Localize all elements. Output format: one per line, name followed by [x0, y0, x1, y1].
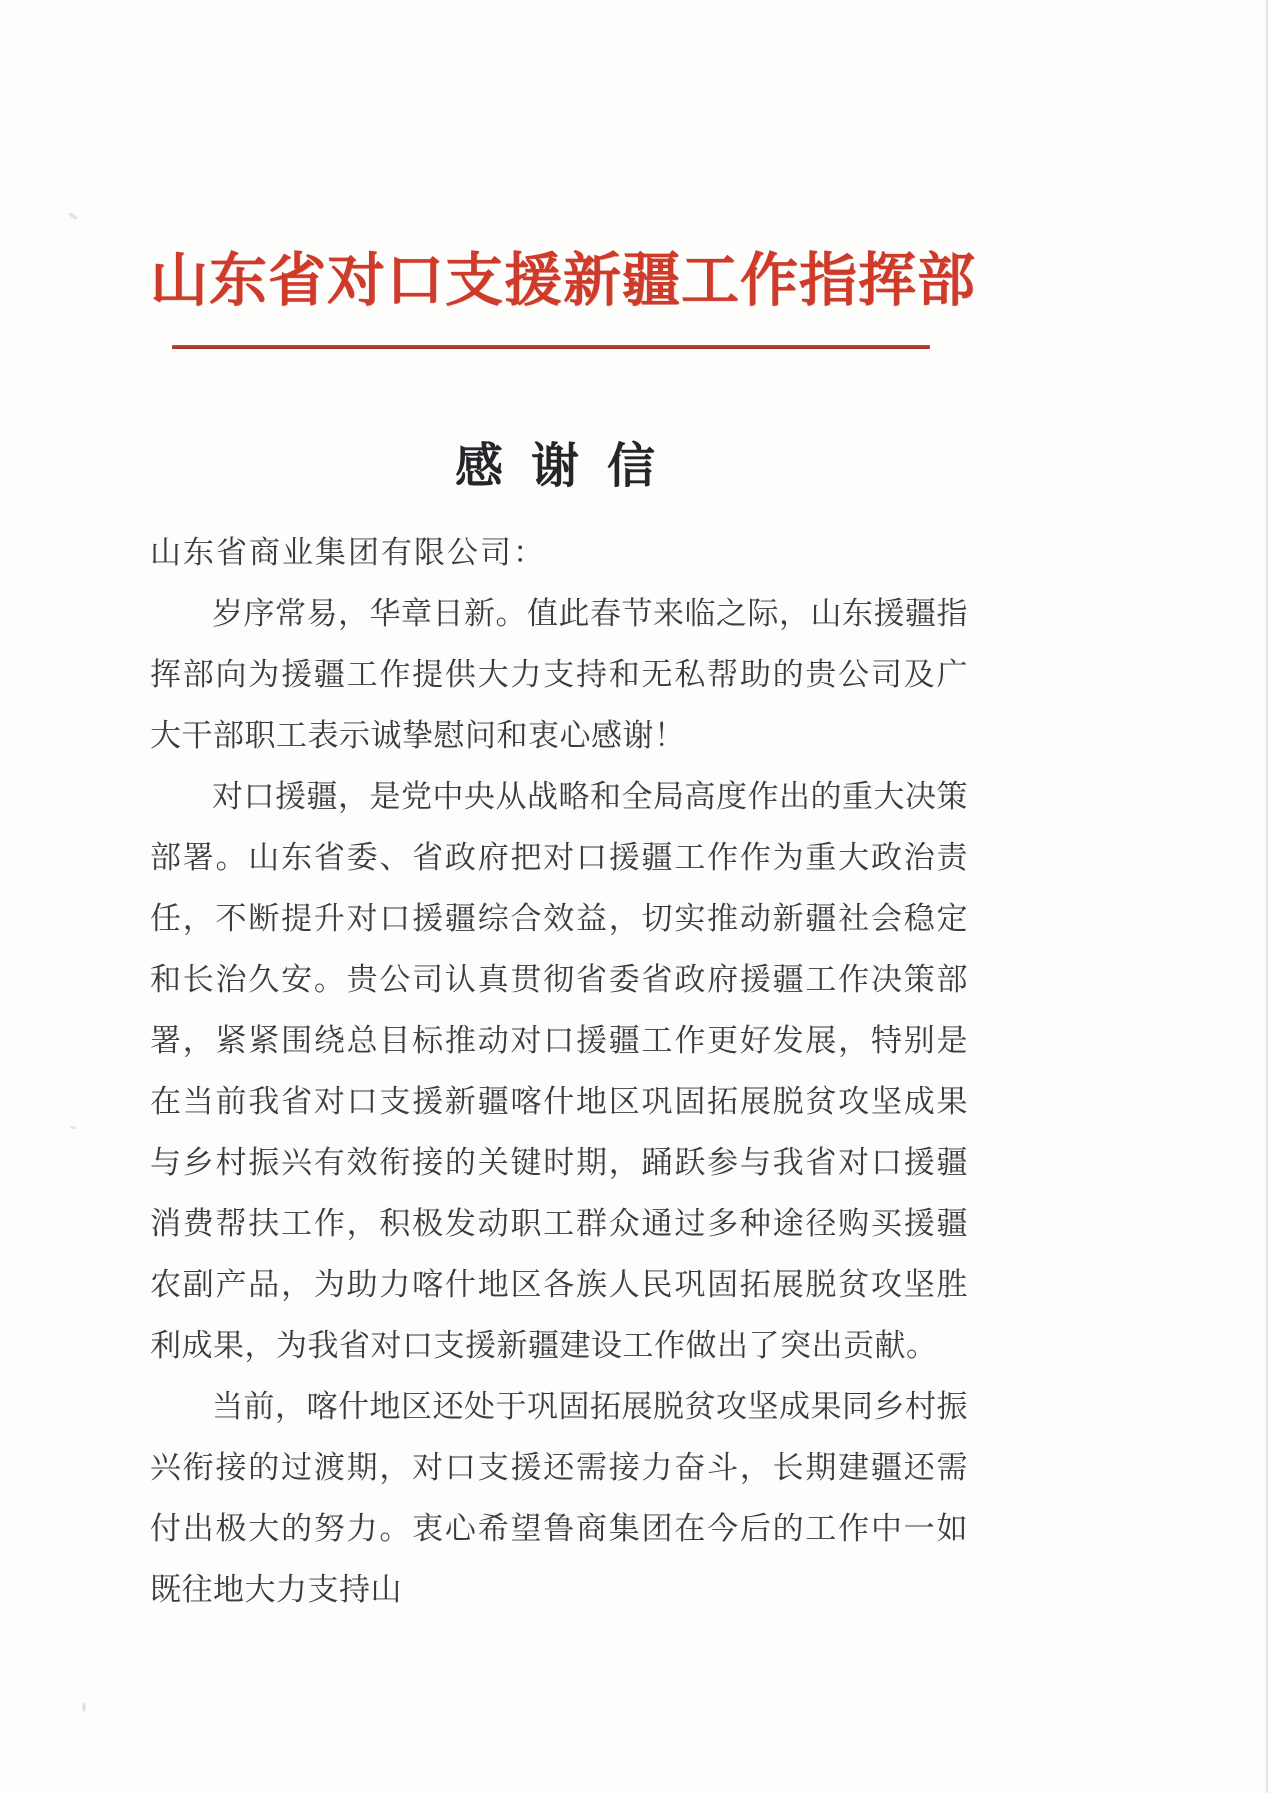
letterhead: [150, 240, 977, 349]
letterhead-divider-rule: [172, 345, 930, 349]
letterhead-org-name: 山东省对口支援新疆工作指挥部: [150, 248, 977, 313]
letter-title: 感 谢 信: [454, 440, 663, 493]
letter-paragraph-3: 当前，喀什地区还处于巩固拓展脱贫攻坚成果同乡村振兴衔接的过渡期，对口支援还需接力奋斗，长期建疆还需付出极大的努力。衷心希望鲁商集团在今后的工作中一如既往地大力支持山: [150, 1389, 968, 1607]
letter-paragraph-2: 对口援疆，是党中央从战略和全局高度作出的重大决策部署。山东省委、省政府把对口援疆工作作为重大政治责任，不断提升对口援疆综合效益，切实推动新疆社会稳定和长治久安。贵公司认真贯彻省委省政府援疆工作决策部署，紧紧围绕总目标推动对口援疆工作更好发展，特别是在当前我省对口支援新疆喀什地区巩固拓展脱贫攻坚成果与乡村振兴有效衔接的关键时期，踊跃参与我省对口援疆消费帮扶工作，积极发动职工群众通过多种途径购买援疆农副产品，为助力喀什地区各族人民巩固拓展脱贫攻坚胜利成果，为我省对口支援新疆建设工作做出了突出贡献。: [150, 779, 968, 1363]
scan-artifact: [70, 1126, 76, 1129]
salutation-line: 山东省商业集团有限公司：: [150, 535, 546, 570]
scan-artifact: [82, 1702, 86, 1712]
scan-artifact: [68, 211, 78, 220]
letter-paragraph-1: 岁序常易，华章日新。值此春节来临之际，山东援疆指挥部向为援疆工作提供大力支持和无私帮助的贵公司及广大干部职工表示诚挚慰问和衷心感谢！: [150, 596, 968, 753]
letter-body: [150, 432, 968, 1620]
